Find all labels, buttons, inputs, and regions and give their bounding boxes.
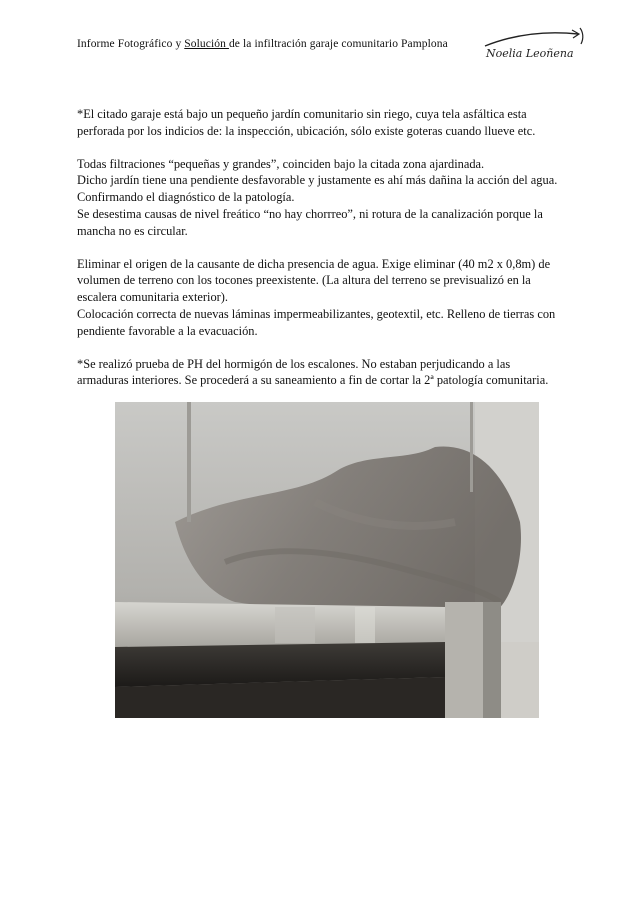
paragraph-gap	[77, 240, 577, 256]
text-line: *Se realizó prueba de PH del hormigón de los escalones. No estaban perjudicando a las	[77, 356, 511, 371]
svg-text:Noelia Leoñena: Noelia Leoñena	[486, 47, 574, 60]
damp-stain-ceiling-photo	[115, 402, 539, 718]
text-line: volumen de terreno con los tocones preexistente. (La altura del terreno se previsualizó en la	[77, 273, 531, 288]
paragraph-gap	[77, 340, 577, 356]
paragraph	[77, 156, 577, 240]
text-line: Todas filtraciones “pequeñas y grandes”, coinciden bajo la citada zona ajardinada.	[77, 156, 485, 171]
paragraph	[77, 106, 577, 140]
text-line: Colocación correcta de nuevas láminas impermeabilizantes, geotextil, etc. Relleno de tierras con	[77, 306, 556, 321]
header-text-part3: de la infiltración garaje comunitario Pamplona	[228, 38, 448, 50]
header-underlined-word: Solución	[184, 38, 229, 50]
text-line: Confirmando el diagnóstico de la patología.	[77, 190, 295, 205]
text-line: pendiente favorable a la evacuación.	[77, 323, 258, 338]
text-line: Se desestima causas de nivel freático “no hay chorrreo”, ni rotura de la canalización porque la	[77, 206, 543, 221]
text-line: escalera comunitaria exterior).	[77, 290, 229, 305]
header-text-part1: Informe Fotográfico y	[77, 38, 185, 50]
paragraph	[77, 256, 577, 340]
text-line: Eliminar el origen de la causante de dicha presencia de agua. Exige eliminar (40 m2 x 0,8m) de	[77, 256, 551, 271]
text-line: mancha no es circular.	[77, 223, 188, 238]
text-line: Dicho jardín tiene una pendiente desfavorable y justamente es ahí más dañina la acción del agua.	[77, 173, 558, 188]
paragraph-gap	[77, 140, 577, 156]
body-text	[77, 106, 577, 389]
text-line: *El citado garaje está bajo un pequeño jardín comunitario sin riego, cuya tela asfáltica esta	[77, 107, 527, 121]
signature-logo	[480, 24, 590, 64]
text-line: armaduras interiores. Se procederá a su saneamiento a fin de cortar la 2ª patología comunitaria.	[77, 373, 549, 388]
paragraph	[77, 356, 577, 390]
document-header	[77, 38, 448, 50]
text-line: perforada por los indicios de: la inspección, ubicación, sólo existe goteras cuando llueve etc.	[77, 123, 536, 138]
